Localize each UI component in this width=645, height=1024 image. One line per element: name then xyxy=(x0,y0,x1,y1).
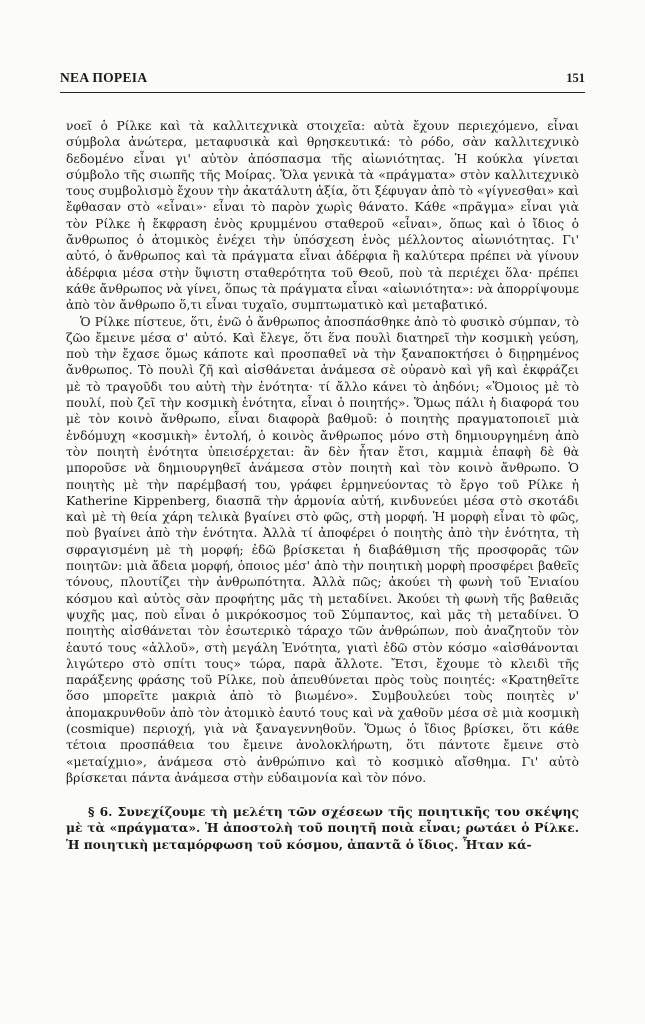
article-body xyxy=(66,118,579,853)
section-6-paragraph: § 6. Συνεχίζουμε τὴ μελέτη τῶν σχέσεων τῆς ποιητικῆς του σκέψης μὲ τὰ «πράγματα». Ἡ ἀποστολὴ τοῦ ποιητῆ ποιὰ εἶναι; ρωτάει ὁ Ρίλκε. Ἡ ποιητικὴ μεταμόρφωση τοῦ κόσμου, ἀπαντᾶ ὁ ἴδιος. Ἦταν κά- xyxy=(66,804,579,852)
running-header xyxy=(60,70,585,86)
header-divider xyxy=(60,92,585,93)
paragraph-rilke-animals: Ὁ Ρίλκε πίστευε, ὅτι, ἐνῶ ὁ ἄνθρωπος ἀποσπάσθηκε ἀπὸ τὸ φυσικὸ σύμπαν, τὸ ζῶο ἔμεινε μέσα σ' αὐτό. Καὶ ἔλεγε, ὅτι ἕνα πουλὶ διατηρεῖ τὴν κοσμικὴ γεύση, ποὺ τὴν ἔχασε ὅμως κάποτε καὶ προσπαθεῖ νὰ τὴν ξαναποκτήσει ὁ διῃρημένος ἄνθρωπος. Τὸ πουλὶ ζῆ καὶ αἰσθάνεται ἀνάμεσα σὲ οὐρανὸ καὶ γῆ καὶ ἐκφράζει μὲ τὸ τραγοῦδι του αὐτὴ τὴν ἑνότητα· τί ἄλλο κάνει τὸ ἀηδόνι; «Ὅμοιος μὲ τὸ πουλί, ποὺ ζεῖ τὴν κοσμικὴ ἑνότητα, εἶναι ὁ ποιητής». Ὅμως πάλι ἡ διαφορά του μὲ τὸν κοινὸ ἄνθρωπο, εἶναι διαφορὰ βαθμοῦ: ὁ ποιητὴς πραγματοποιεῖ μιὰ ἐνδόμυχη «κοσμικὴ» ἐντολή, ὁ κοινὸς ἄνθρωπος μόνο στὴ δημιουργημένη ἀπὸ τὸν ποιητὴ ἑνότητα ὑπεισέρχεται: ἂν δὲν ἦταν ἔτσι, καμμιὰ ἐπαφὴ δὲ θὰ μποροῦσε νὰ δημιουργηθεῖ ἀνάμεσα στὸν ποιητὴ καὶ τὸν κοινὸ ἄνθρωπο. Ὁ ποιητὴς μὲ τὴν παρέμβασή του, γράφει ἑρμηνεύοντας τὸ ἔργο τοῦ Ρίλκε ἡ Katherine Kippenberg, διασπᾶ τὴν ἁρμονία αὐτή, κινδυνεύει μέσα στὸ σκοτάδι καὶ μὲ τὴ θεία χάρη τελικὰ βγαίνει στὸ φῶς, στὴ μορφή. Ἡ μορφὴ εἶναι τὸ φῶς, ποὺ βγαίνει ἀπὸ τὴν ἑνότητα. Ἀλλὰ τί ἀποφέρει ὁ ποιητὴς ἀπὸ τὴν ἑνότητα, τὴ σφραγισμένη μὲ τὴ μορφή; ἐδῶ βρίσκεται ἡ διαβάθμιση τῆς προσφορᾶς τῶν ποιητῶν: μιὰ ἄδεια μορφή, ὁποιος μέσ' ἀπὸ τὴν ποιητικὴ μορφὴ προσφέρει βαθεῖς τόνους, πλουτίζει τὴν ἀνθρωπότητα. Ἀλλὰ πῶς; ἀκούει τὴ φωνὴ τοῦ Ἐνιαίου κόσμου καὶ αὐτὸς σὰν προφήτης μᾶς τὴ μεταδίνει. Ἀκούει τὴ φωνὴ τῆς βαθειᾶς ψυχῆς μας, ποὺ εἶναι ὁ μικρόκοσμος τοῦ Σύμπαντος, καὶ μᾶς τὴ μεταδίνει. Ὁ ποιητὴς αἰσθάνεται τὸν ἐσωτερικὸ τάραχο τῶν ἀνθρώπων, ποὺ ἀναζητοῦν τὸν ἑαυτό τους «ἀλλοῦ», στὴ μεγάλη Ἑνότητα, γιατὶ ἐδῶ στὸν κόσμο «αἰσθάνονται λιγώτερο στὸ σπίτι τους» τώρα, παρὰ ἄλλοτε. Ἔτσι, ἔχουμε τὸ κλειδὶ τῆς παράξενης φράσης τοῦ Ρίλκε, ποὺ ἀπευθύνεται πρὸς τοὺς ποιητές: «Κρατηθεῖτε ὅσο μπορεῖτε μακριὰ ἀπὸ τὸ βιωμένο». Συμβουλεύει τοὺς ποιητὲς ν' ἀπομακρυνθοῦν ἀπὸ τὸν ἀτομικὸ ἑαυτό τους καὶ νὰ χαθοῦν μέσα σὲ μιὰ κοσμικὴ (cosmique) περιοχή, γιὰ νὰ ξαναγεννηθοῦν. Ὅμως ὁ ἴδιος βρίσκει, ὅτι κάθε τέτοια προσπάθεια του ἔμεινε ἀνολοκλήρωτη, ὅτι πάντοτε ἔμεινε στὸ «μεταίχμιο», ἀνάμεσα στὸ ἀνθρώπινο καὶ τὸ κοσμικὸ αἴσθημα. Γι' αὐτὸ βρίσκεται πάντα ἀνάμεσα στὴν εὐδαιμονία καὶ τὸν πόνο. xyxy=(66,314,579,785)
paragraph-continuation: νοεῖ ὁ Ρίλκε καὶ τὰ καλλιτεχνικὰ στοιχεῖα: αὐτὰ ἔχουν περιεχόμενο, εἶναι σύμβολα ἀνώτερα, μεταφυσικὰ καὶ θρησκευτικά: τὸ ρόδο, σὰν καλλιτεχνικὸ δεδομένο εἶναι γι' αὐτὸν ἀπόσπασμα τῆς αἰωνιότητας. Ἡ κούκλα γίνεται σύμβολο τῆς σιωπῆς τῆς Μοίρας. Ὅλα γενικὰ τὰ «πράγματα» στὸν καλλιτεχνικὸ τους συμβολισμὸ ἔχουν τὴν ἀκατάλυτη ἀξία, ὅτι ξέφυγαν ἀπὸ τὸ «γίγνεσθαι» καὶ ἔφθασαν στὸ «εἶναι»· εἶναι τὸ παρὸν χωρὶς θάνατο. Κάθε «πρᾶγμα» εἶναι γιὰ τὸν Ρίλκε ἡ ἔκφραση ἑνὸς κρυμμένου σταθεροῦ «εἶναι», ὅπως καὶ ὁ ἴδιος ὁ ἄνθρωπος ὁ ἀτομικὸς ἐνέχει τὴν ὑπόσχεση ἑνὸς μέλλοντος αἰωνιότητας. Γι' αὐτό, ὁ ἄνθρωπος καὶ τὰ πράγματα εἶναι ἀδέρφια ἢ καλύτερα πρέπει νὰ γίνουν ἀδέρφια μέσα στὴν ὕψιστη σταθερότητα τοῦ Θεοῦ, ποὺ τὰ περιέχει ὅλα· πρέπει κάθε ἄνθρωπος νὰ γίνει, ὅπως τὰ πράγματα εἶναι «αἰωνιότητα»: νὰ ἀπορρίψουμε ἀπὸ τὸν ἄνθρωπο ὅ,τι εἶναι τυχαῖο, συμπτωματικὸ καὶ μεταβατικό. xyxy=(66,119,579,313)
page-number: 151 xyxy=(566,71,585,85)
journal-title: ΝΕΑ ΠΟΡΕΙΑ xyxy=(60,70,148,85)
